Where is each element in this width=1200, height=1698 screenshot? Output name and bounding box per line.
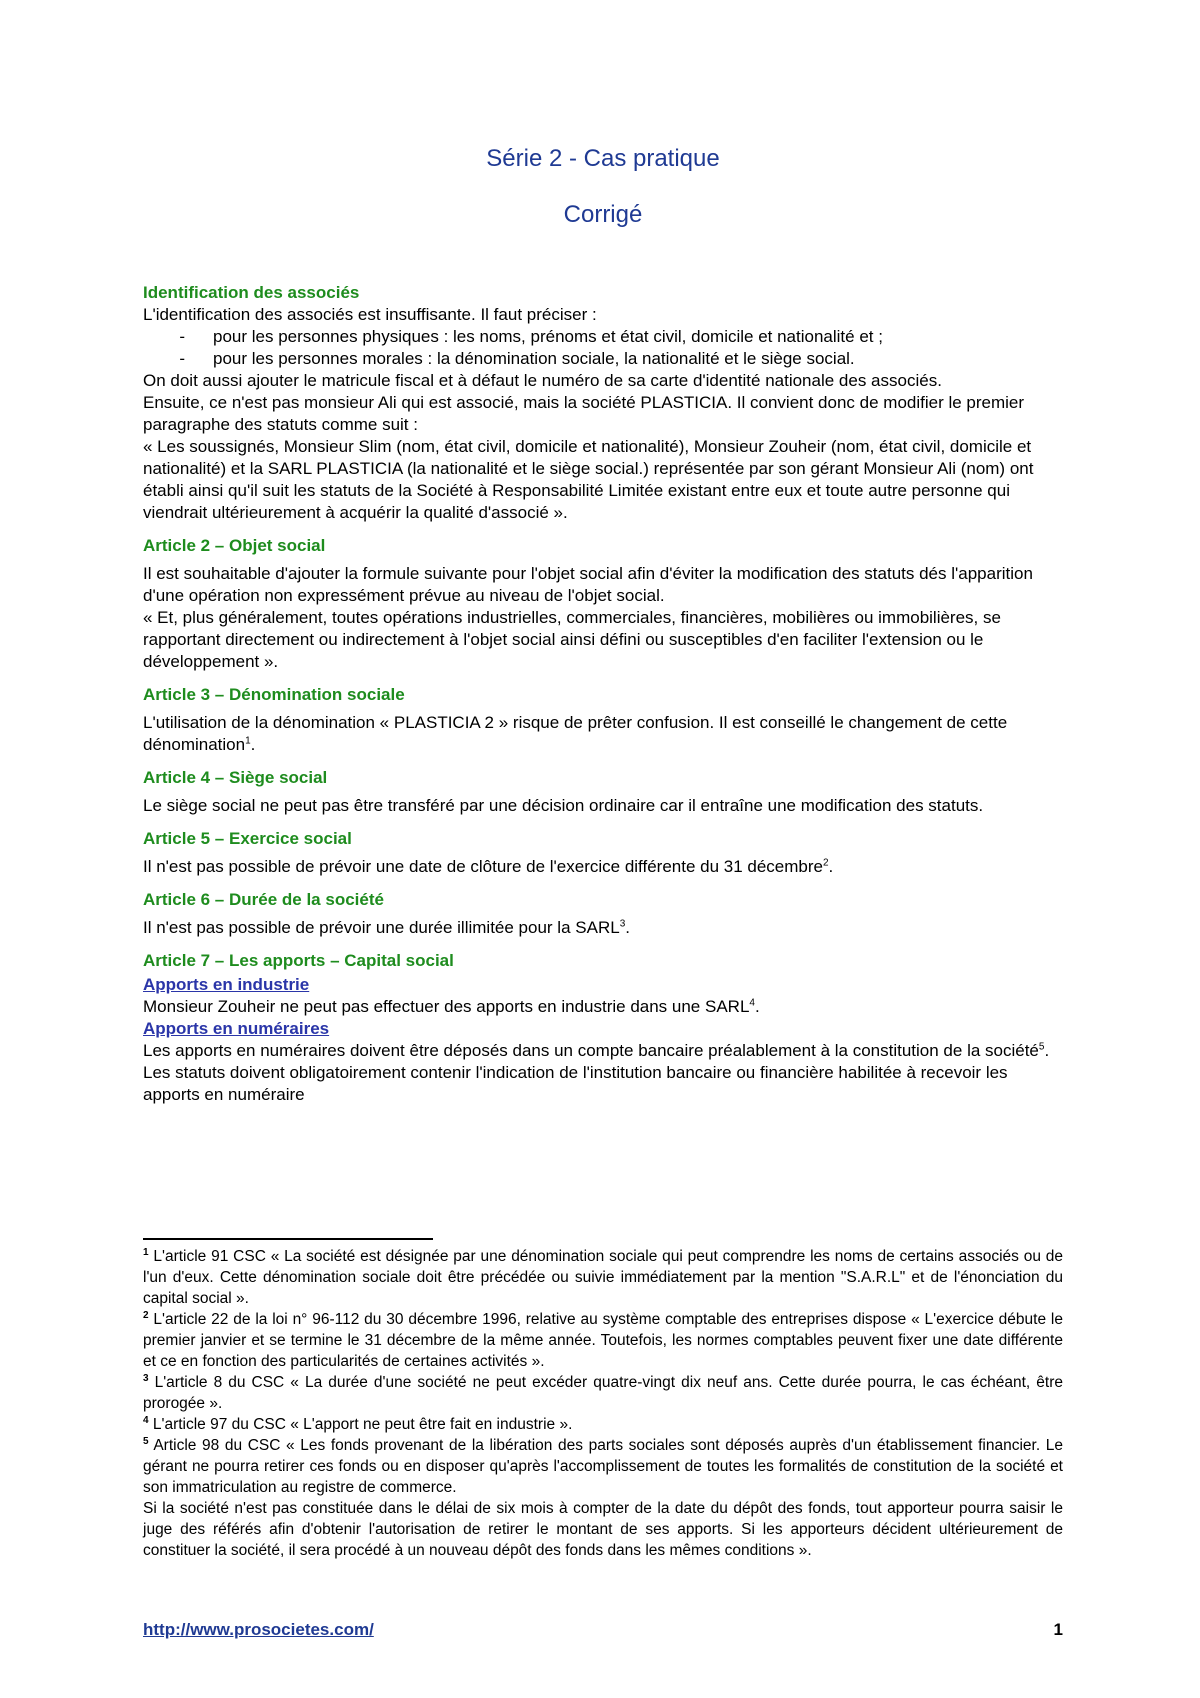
footnote-number: 3 [143,1372,149,1384]
paragraph [143,712,1063,756]
footnote-separator [143,1238,433,1240]
footnote-number: 4 [143,1414,149,1426]
document-subtitle: Corrigé [563,201,643,228]
paragraph [143,1040,1063,1062]
section-heading-article-3: Article 3 – Dénomination sociale [143,685,405,704]
paragraph: Il est souhaitable d'ajouter la formule suivante pour l'objet social afin d'éviter la modification des statuts dés l'apparition d'une opération non expressément prévue au niveau de l'objet social. [143,564,1033,605]
list-item [143,348,1063,370]
footnote-text: L'article 8 du CSC « La durée d'une société ne peut excéder quatre-vingt dix neuf ans. Cette durée pourra, le cas échéant, être prorogée ». [143,1374,1063,1412]
footnote-text: Article 98 du CSC « Les fonds provenant de la libération des parts sociales sont déposés auprès d'un établissement financier. Le gérant ne pourra retirer ces fonds ou en disposer qu'après l'accomplissement de toutes les formalités de constitution de la société et son immatriculation au registre de commerce. [143,1437,1063,1496]
paragraph-end: . [754,997,760,1016]
section-heading-article-2: Article 2 – Objet social [143,536,326,555]
footnote-ref[interactable]: 2 [822,857,829,869]
list-item [143,326,1063,348]
paragraph-text: L'utilisation de la dénomination « PLASTICIA 2 » risque de prêter confusion. Il est conseillé le changement de cette dénomination [143,713,1008,754]
footnote-3 [143,1372,1063,1414]
footnote-5 [143,1435,1063,1498]
section-heading-article-7: Article 7 – Les apports – Capital social [143,951,454,970]
list-item-text: pour les personnes morales : la dénomination sociale, la nationalité et le siège social. [213,349,855,368]
footnote-text: L'article 97 du CSC « L'apport ne peut être fait en industrie ». [148,1416,573,1433]
list-bullet: - [179,349,185,368]
footnotes [143,1238,1063,1561]
section-heading-article-4: Article 4 – Siège social [143,768,328,787]
page-footer [143,1620,1063,1640]
footnote-ref[interactable]: 1 [245,735,251,747]
footnote-number: 1 [143,1246,149,1258]
footnote-4 [143,1414,1063,1435]
paragraph [143,856,1063,878]
paragraph-text: Il n'est pas possible de prévoir une durée illimitée pour la SARL [143,918,620,937]
document-body [143,282,1063,1106]
paragraph [143,917,1063,939]
list-bullet: - [179,327,185,346]
document-title: Série 2 - Cas pratique [486,145,720,172]
paragraph-end: . [250,735,256,754]
paragraph-text: Monsieur Zouheir ne peut pas effectuer des apports en industrie dans une SARL [143,997,750,1016]
footnote-ref[interactable]: 5 [1038,1041,1045,1053]
paragraph-text: Il n'est pas possible de prévoir une date de clôture de l'exercice différente du 31 décembre [143,857,823,876]
paragraph: « Les soussignés, Monsieur Slim (nom, état civil, domicile et nationalité), Monsieur Zouheir (nom, état civil, domicile et nationalité) et la SARL PLASTICIA (la nationalité et le siège social.) représentée par son gérant Monsieur Ali (nom) ont établi ainsi qu'il suit les statuts de la Société à Responsabilité Limitée existant entre eux et toute autre personne qui viendrait ultérieurement à acquérir la qualité d'associé ». [143,437,1034,522]
footnote-continuation: Si la société n'est pas constituée dans le délai de six mois à compter de la date du dépôt des fonds, tout apporteur pourra saisir le juge des référés afin d'obtenir l'autorisation de retirer le montant de ses apports. Si les apporteurs décident ultérieurement de constituer la société, il sera procédé à un nouveau dépôt des fonds dans les mêmes conditions ». [143,1500,1063,1559]
footnote-ref[interactable]: 3 [619,918,626,930]
list-item-text: pour les personnes physiques : les noms, prénoms et état civil, domicile et nationalité et ; [213,327,883,346]
section-heading-article-5: Article 5 – Exercice social [143,829,352,848]
footnote-number: 5 [143,1435,149,1447]
paragraph-end: . [625,918,630,937]
footnote-text: L'article 22 de la loi n° 96-112 du 30 décembre 1996, relative au système comptable des entreprises dispose « L'exercice débute le premier janvier et se termine le 31 décembre de la même année. Toutefois, les normes comptables peuvent fixer une date différente et ce en fonction des particularités de certaines activités ». [143,1311,1063,1370]
subheading-apports-industrie: Apports en industrie [143,975,310,994]
footnote-1 [143,1246,1063,1309]
paragraph-end: . [828,857,834,876]
footnote-ref[interactable]: 4 [749,997,755,1009]
paragraph: « Et, plus généralement, toutes opérations industrielles, commerciales, financières, mobilières ou immobilières, se rapportant directement ou indirectement à l'objet social ainsi défini ou susceptibles d'en faciliter l'extension ou le développement ». [143,608,1001,671]
page-number: 1 [1053,1620,1063,1639]
paragraph: Le siège social ne peut pas être transféré par une décision ordinaire car il entraîne une modification des statuts. [143,796,984,815]
paragraph: On doit aussi ajouter le matricule fiscal et à défaut le numéro de sa carte d'identité nationale des associés. [143,371,942,390]
paragraph: Ensuite, ce n'est pas monsieur Ali qui est associé, mais la société PLASTICIA. Il convient donc de modifier le premier paragraphe des statuts comme suit : [143,393,1025,434]
paragraph-text: Les apports en numéraires doivent être déposés dans un compte bancaire préalablement à la constitution de la société [143,1041,1039,1060]
paragraph: L'identification des associés est insuffisante. Il faut préciser : [143,305,597,324]
subheading-apports-numeraires: Apports en numéraires [143,1019,330,1038]
footnote-text: L'article 91 CSC « La société est désignée par une dénomination sociale qui peut comprendre les noms de certains associés ou de l'un d'eux. Cette dénomination sociale doit être précédée ou suivie immédiatement par la mention "S.A.R.L" et de l'énonciation du capital social ». [143,1248,1063,1307]
section-heading-identification: Identification des associés [143,283,360,302]
section-heading-article-6: Article 6 – Durée de la société [143,890,384,909]
footnote-number: 2 [143,1309,149,1321]
paragraph-end: . [1044,1041,1050,1060]
footer-link[interactable]: http://www.prosocietes.com/ [143,1620,374,1639]
paragraph [143,996,1063,1018]
paragraph: Les statuts doivent obligatoirement contenir l'indication de l'institution bancaire ou financière habilitée à recevoir les apports en numéraire [143,1063,1008,1104]
footnote-2 [143,1309,1063,1372]
